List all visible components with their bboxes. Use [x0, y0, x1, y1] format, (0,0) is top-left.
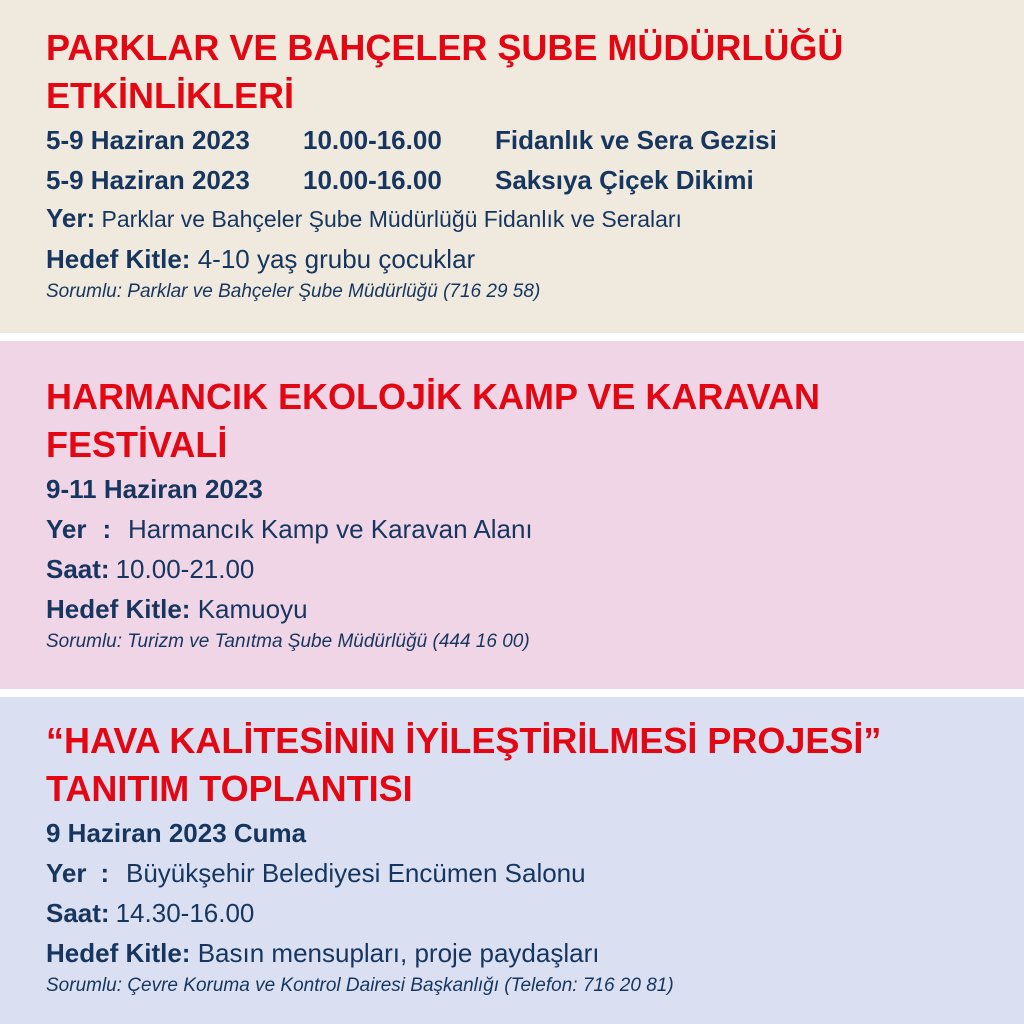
event-row	[46, 162, 1004, 198]
place-label: Yer:	[46, 203, 96, 233]
section-harmancik	[0, 341, 1024, 689]
event-date: 9-11 Haziran 2023	[46, 474, 263, 504]
time-label: Saat	[46, 898, 101, 928]
responsible-note: Sorumlu: Parklar ve Bahçeler Şube Müdürlüğü (716 29 58)	[46, 281, 541, 302]
audience-row	[46, 591, 1004, 627]
place-row	[46, 200, 1004, 237]
event-name: Fidanlık ve Sera Gezisi	[495, 125, 777, 155]
time-row: Saat: 14.30-16.00	[46, 898, 255, 928]
time-value: 14.30-16.00	[115, 898, 255, 928]
event-name: Saksıya Çiçek Dikimi	[495, 165, 754, 195]
place-label: Yer :	[46, 514, 112, 544]
audience-label: Hedef Kitle:	[46, 938, 191, 968]
place-value: Harmancık Kamp ve Karavan Alanı	[128, 514, 533, 544]
audience-value: Kamuoyu	[197, 594, 308, 624]
audience-label: Hedef Kitle:	[46, 244, 191, 274]
section-title: PARKLAR VE BAHÇELER ŞUBE MÜDÜRLÜĞÜ	[46, 27, 844, 68]
responsible-note: Sorumlu: Çevre Koruma ve Kontrol Dairesi Başkanlığı (Telefon: 716 20 81)	[46, 975, 674, 996]
responsible-note: Sorumlu: Turizm ve Tanıtma Şube Müdürlüğü (444 16 00)	[46, 631, 530, 652]
section-title-cont: ETKİNLİKLERİ	[46, 75, 294, 116]
time-row: Saat: 10.00-21.00	[46, 554, 255, 584]
time-value: 10.00-21.00	[115, 554, 255, 584]
event-row	[46, 122, 1004, 158]
audience-label: Hedef Kitle:	[46, 594, 191, 624]
section-title-cont: TANITIM TOPLANTISI	[46, 768, 413, 809]
section-title: “HAVA KALİTESİNİN İYİLEŞTİRİLMESİ PROJESİ”	[46, 720, 882, 761]
section-hava-kalitesi	[0, 697, 1024, 1024]
section-title: HARMANCIK EKOLOJİK KAMP VE KARAVAN	[46, 376, 821, 417]
event-date: 9 Haziran 2023 Cuma	[46, 818, 307, 848]
audience-row	[46, 935, 1004, 971]
audience-value: Basın mensupları, proje paydaşları	[197, 938, 600, 968]
event-time: 10.00-16.00	[303, 125, 442, 155]
audience-row	[46, 241, 1004, 277]
section-title-cont: FESTİVALİ	[46, 424, 228, 465]
event-time: 10.00-16.00	[303, 165, 442, 195]
event-date: 5-9 Haziran 2023	[46, 165, 250, 195]
place-row	[46, 855, 1004, 891]
section-parklar	[0, 0, 1024, 333]
time-label: Saat	[46, 554, 101, 584]
place-value: Büyükşehir Belediyesi Encümen Salonu	[126, 858, 586, 888]
place-label: Yer :	[46, 858, 110, 888]
event-date: 5-9 Haziran 2023	[46, 125, 250, 155]
place-value: Parklar ve Bahçeler Şube Müdürlüğü Fidanlık ve Seraları	[101, 206, 682, 232]
place-row	[46, 511, 1004, 547]
audience-value: 4-10 yaş grubu çocuklar	[197, 244, 476, 274]
